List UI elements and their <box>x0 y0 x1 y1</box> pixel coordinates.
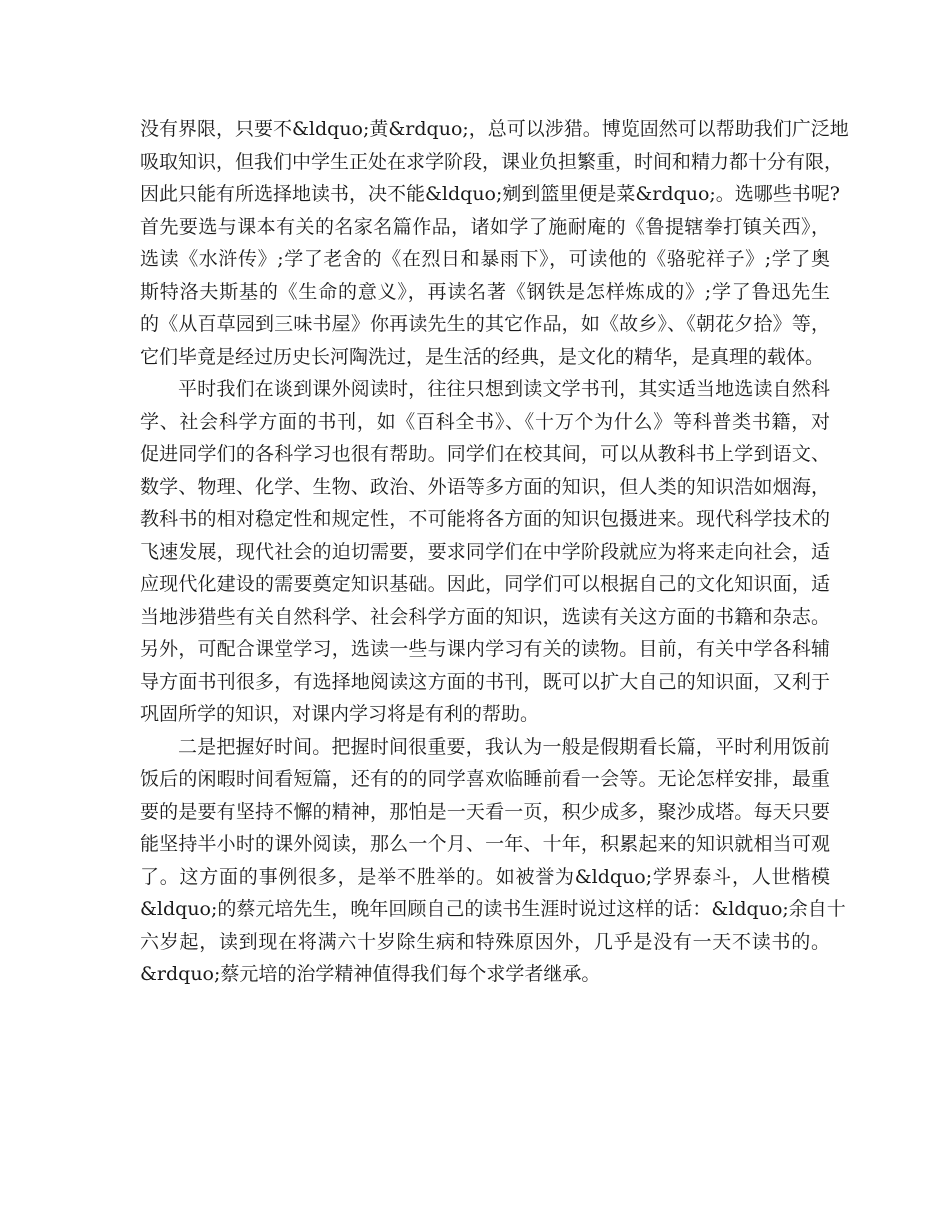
text-line <box>140 276 830 309</box>
text-line <box>140 796 830 829</box>
text-line <box>140 893 846 926</box>
text-line <box>140 731 830 764</box>
text-line-content: 巩固所学的知识，对课内学习将是有利的帮助。 <box>140 703 540 725</box>
text-line <box>140 113 849 146</box>
text-line <box>140 243 830 276</box>
text-line <box>140 406 830 439</box>
text-line-content: &rdquo;蔡元培的治学精神值得我们每个求学者继承。 <box>140 963 601 985</box>
text-line <box>140 601 830 634</box>
text-line-content: 没有界限，只要不&ldquo;黄&rdquo;，总可以涉猎。博览固然可以帮助我们广泛地 <box>140 118 849 140</box>
text-line-content: 飞速发展，现代社会的迫切需要，要求同学们在中学阶段就应为将来走向社会，适 <box>140 540 830 563</box>
text-line-content: 选读《水浒传》;学了老舍的《在烈日和暴雨下》，可读他的《骆驼祥子》;学了奥 <box>140 248 830 270</box>
text-line <box>140 763 830 796</box>
text-line-content: 要的是要有坚持不懈的精神，那怕是一天看一页，积少成多，聚沙成塔。每天只要 <box>140 800 830 823</box>
text-line-content: 斯特洛夫斯基的《生命的意义》，再读名著《钢铁是怎样炼成的》;学了鲁迅先生 <box>140 280 830 303</box>
text-line-content: 首先要选与课本有关的名家名篇作品，诸如学了施耐庵的《鲁提辖拳打镇关西》， <box>140 215 830 238</box>
text-line <box>140 178 840 211</box>
text-line-content: 二是把握好时间。把握时间很重要，我认为一般是假期看长篇，平时利用饭前 <box>178 735 830 758</box>
text-line <box>140 828 830 861</box>
text-line <box>140 926 830 959</box>
text-line <box>140 666 830 699</box>
text-line-content: 另外，可配合课堂学习，选读一些与课内学习有关的读物。目前，有关中学各科辅 <box>140 638 830 660</box>
text-line <box>140 861 830 894</box>
text-line-content: 了。这方面的事例很多，是举不胜举的。如被誉为&ldquo;学界泰斗，人世楷模 <box>140 865 830 888</box>
text-line <box>140 308 830 341</box>
text-line <box>140 633 830 666</box>
text-line-content: 的《从百草园到三味书屋》你再读先生的其它作品，如《故乡》、《朝花夕拾》等， <box>140 313 830 335</box>
text-line-content: 能坚持半小时的课外阅读，那么一个月、一年、十年，积累起来的知识就相当可观 <box>140 833 830 855</box>
text-line-content: 因此只能有所选择地读书，决不能&ldquo;剜到篮里便是菜&rdquo;。选哪些书呢? <box>140 183 840 205</box>
text-line-content: 吸取知识，但我们中学生正处在求学阶段，课业负担繁重，时间和精力都十分有限， <box>140 150 844 173</box>
text-line <box>140 568 830 601</box>
text-line-content: 当地涉猎些有关自然科学、社会科学方面的知识，选读有关这方面的书籍和杂志。 <box>140 605 830 628</box>
text-line <box>140 341 830 374</box>
text-line-content: 学、社会科学方面的书刊，如《百科全书》、《十万个为什么》等科普类书籍，对 <box>140 410 830 433</box>
text-line <box>140 438 830 471</box>
text-line-content: 平时我们在谈到课外阅读时，往往只想到读文学书刊，其实适当地选读自然科 <box>178 378 830 400</box>
text-line-content: 促进同学们的各科学习也很有帮助。同学们在校其间，可以从教科书上学到语文、 <box>140 443 830 465</box>
text-line <box>140 373 830 406</box>
text-line-content: 应现代化建设的需要奠定知识基础。因此，同学们可以根据自己的文化知识面，适 <box>140 573 830 595</box>
text-line <box>140 536 830 569</box>
text-line <box>140 211 830 244</box>
text-line <box>140 958 830 991</box>
text-line-content: 数学、物理、化学、生物、政治、外语等多方面的知识，但人类的知识浩如烟海， <box>140 475 830 498</box>
text-line <box>140 503 830 536</box>
text-line-content: 教科书的相对稳定性和规定性，不可能将各方面的知识包摄进来。现代科学技术的 <box>140 508 830 530</box>
text-line-content: &ldquo;的蔡元培先生，晚年回顾自己的读书生涯时说过这样的话：&ldquo;余自十 <box>140 898 846 920</box>
text-line-content: 六岁起，读到现在将满六十岁除生病和特殊原因外，几乎是没有一天不读书的。 <box>140 930 830 953</box>
text-line <box>140 146 844 179</box>
text-line-content: 饭后的闲暇时间看短篇，还有的的同学喜欢临睡前看一会等。无论怎样安排，最重 <box>140 768 830 790</box>
document-body <box>140 113 849 991</box>
text-line-content: 导方面书刊很多，有选择地阅读这方面的书刊，既可以扩大自己的知识面，又利于 <box>140 670 830 693</box>
text-line <box>140 698 830 731</box>
text-line-content: 它们毕竟是经过历史长河陶洗过，是生活的经典，是文化的精华，是真理的载体。 <box>140 345 825 368</box>
text-line <box>140 471 830 504</box>
